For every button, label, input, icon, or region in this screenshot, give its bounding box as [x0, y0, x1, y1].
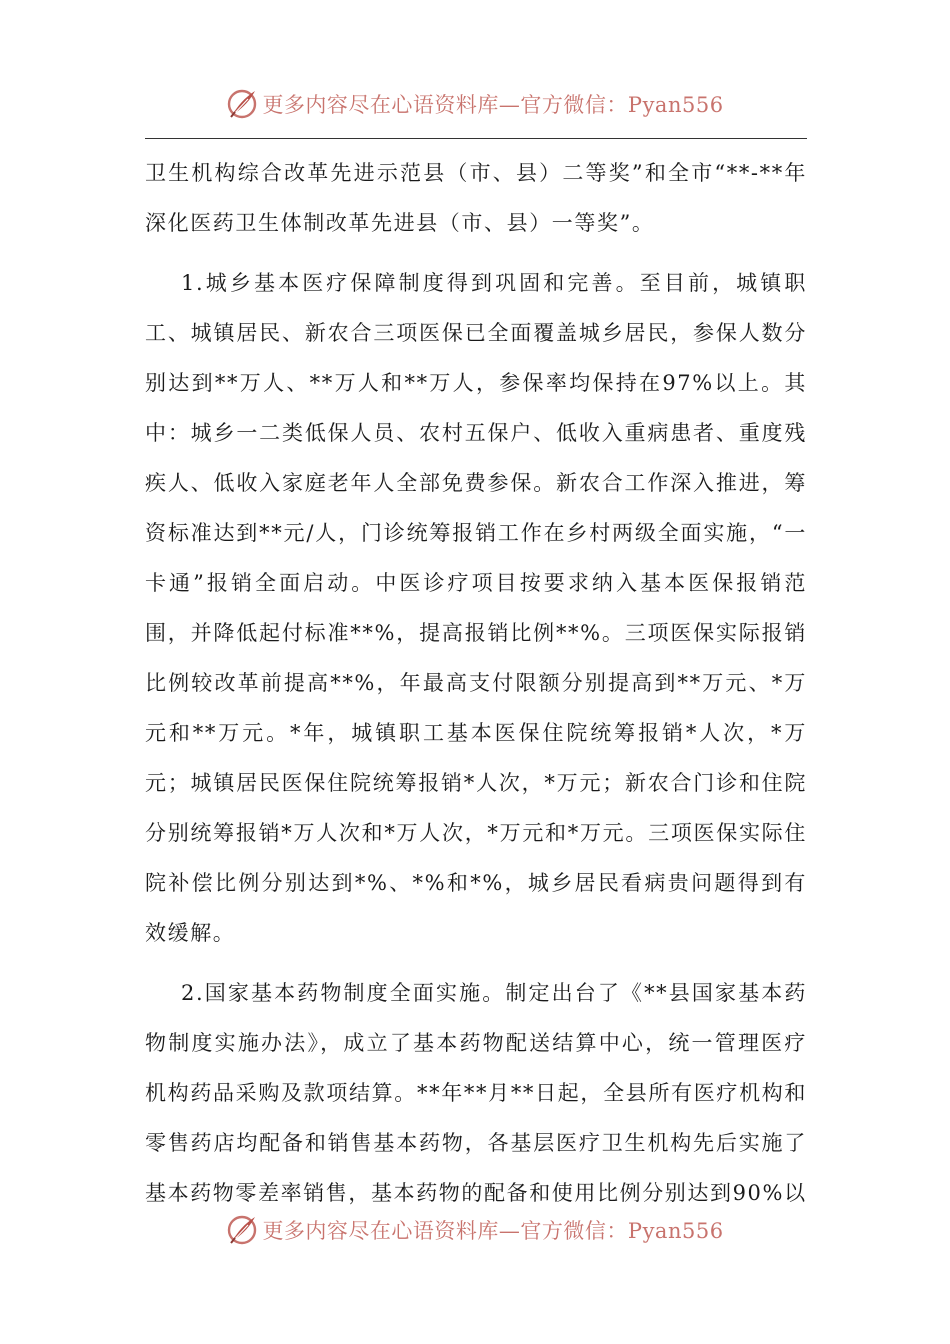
header-banner [0, 84, 950, 124]
quill-pen-icon [226, 88, 258, 120]
footer-banner-text: 更多内容尽在心语资料库—官方微信：Pyan556 [262, 1219, 724, 1243]
paragraph-continuation: 卫生机构综合改革先进示范县（市、县）二等奖”和全市“**-**年深化医药卫生体制改革先进县（市、县）一等奖”。 [145, 161, 807, 235]
footer-banner [0, 1210, 950, 1250]
paragraph-medical-insurance: 1.城乡基本医疗保障制度得到巩固和完善。至目前，城镇职工、城镇居民、新农合三项医保已全面覆盖城乡居民，参保人数分别达到**万人、**万人和**万人，参保率均保持在97%以上。其中：城乡一二类低保人员、农村五保户、低收入重病患者、重度残疾人、低收入家庭老年人全部免费参保。新农合工作深入推进，筹资标准达到**元/人，门诊统筹报销工作在乡村两级全面实施，“一卡通”报销全面启动。中医诊疗项目按要求纳入基本医保报销范围，并降低起付标准**%，提高报销比例**%。三项医保实际报销比例较改革前提高**%，年最高支付限额分别提高到**万元、*万元和**万元。*年，城镇职工基本医保住院统筹报销*人次，*万元；城镇居民医保住院统筹报销*人次，*万元；新农合门诊和住院分别统筹报销*万人次和*万人次，*万元和*万元。三项医保实际住院补偿比例分别达到*%、*%和*%，城乡居民看病贵问题得到有效缓解。 [145, 271, 807, 945]
header-banner-text: 更多内容尽在心语资料库—官方微信：Pyan556 [262, 93, 724, 117]
document-body [145, 148, 807, 1218]
header-divider [145, 138, 807, 139]
paragraph-essential-drugs: 2.国家基本药物制度全面实施。制定出台了《**县国家基本药物制度实施办法》，成立了基本药物配送结算中心，统一管理医疗机构药品采购及款项结算。**年**月**日起，全县所有医疗机构和零售药店均配备和销售基本药物，各基层医疗卫生机构先后实施了基本药物零差率销售，基本药物的配备和使用比例分别达到90%以 [145, 981, 807, 1205]
quill-pen-icon [226, 1214, 258, 1246]
